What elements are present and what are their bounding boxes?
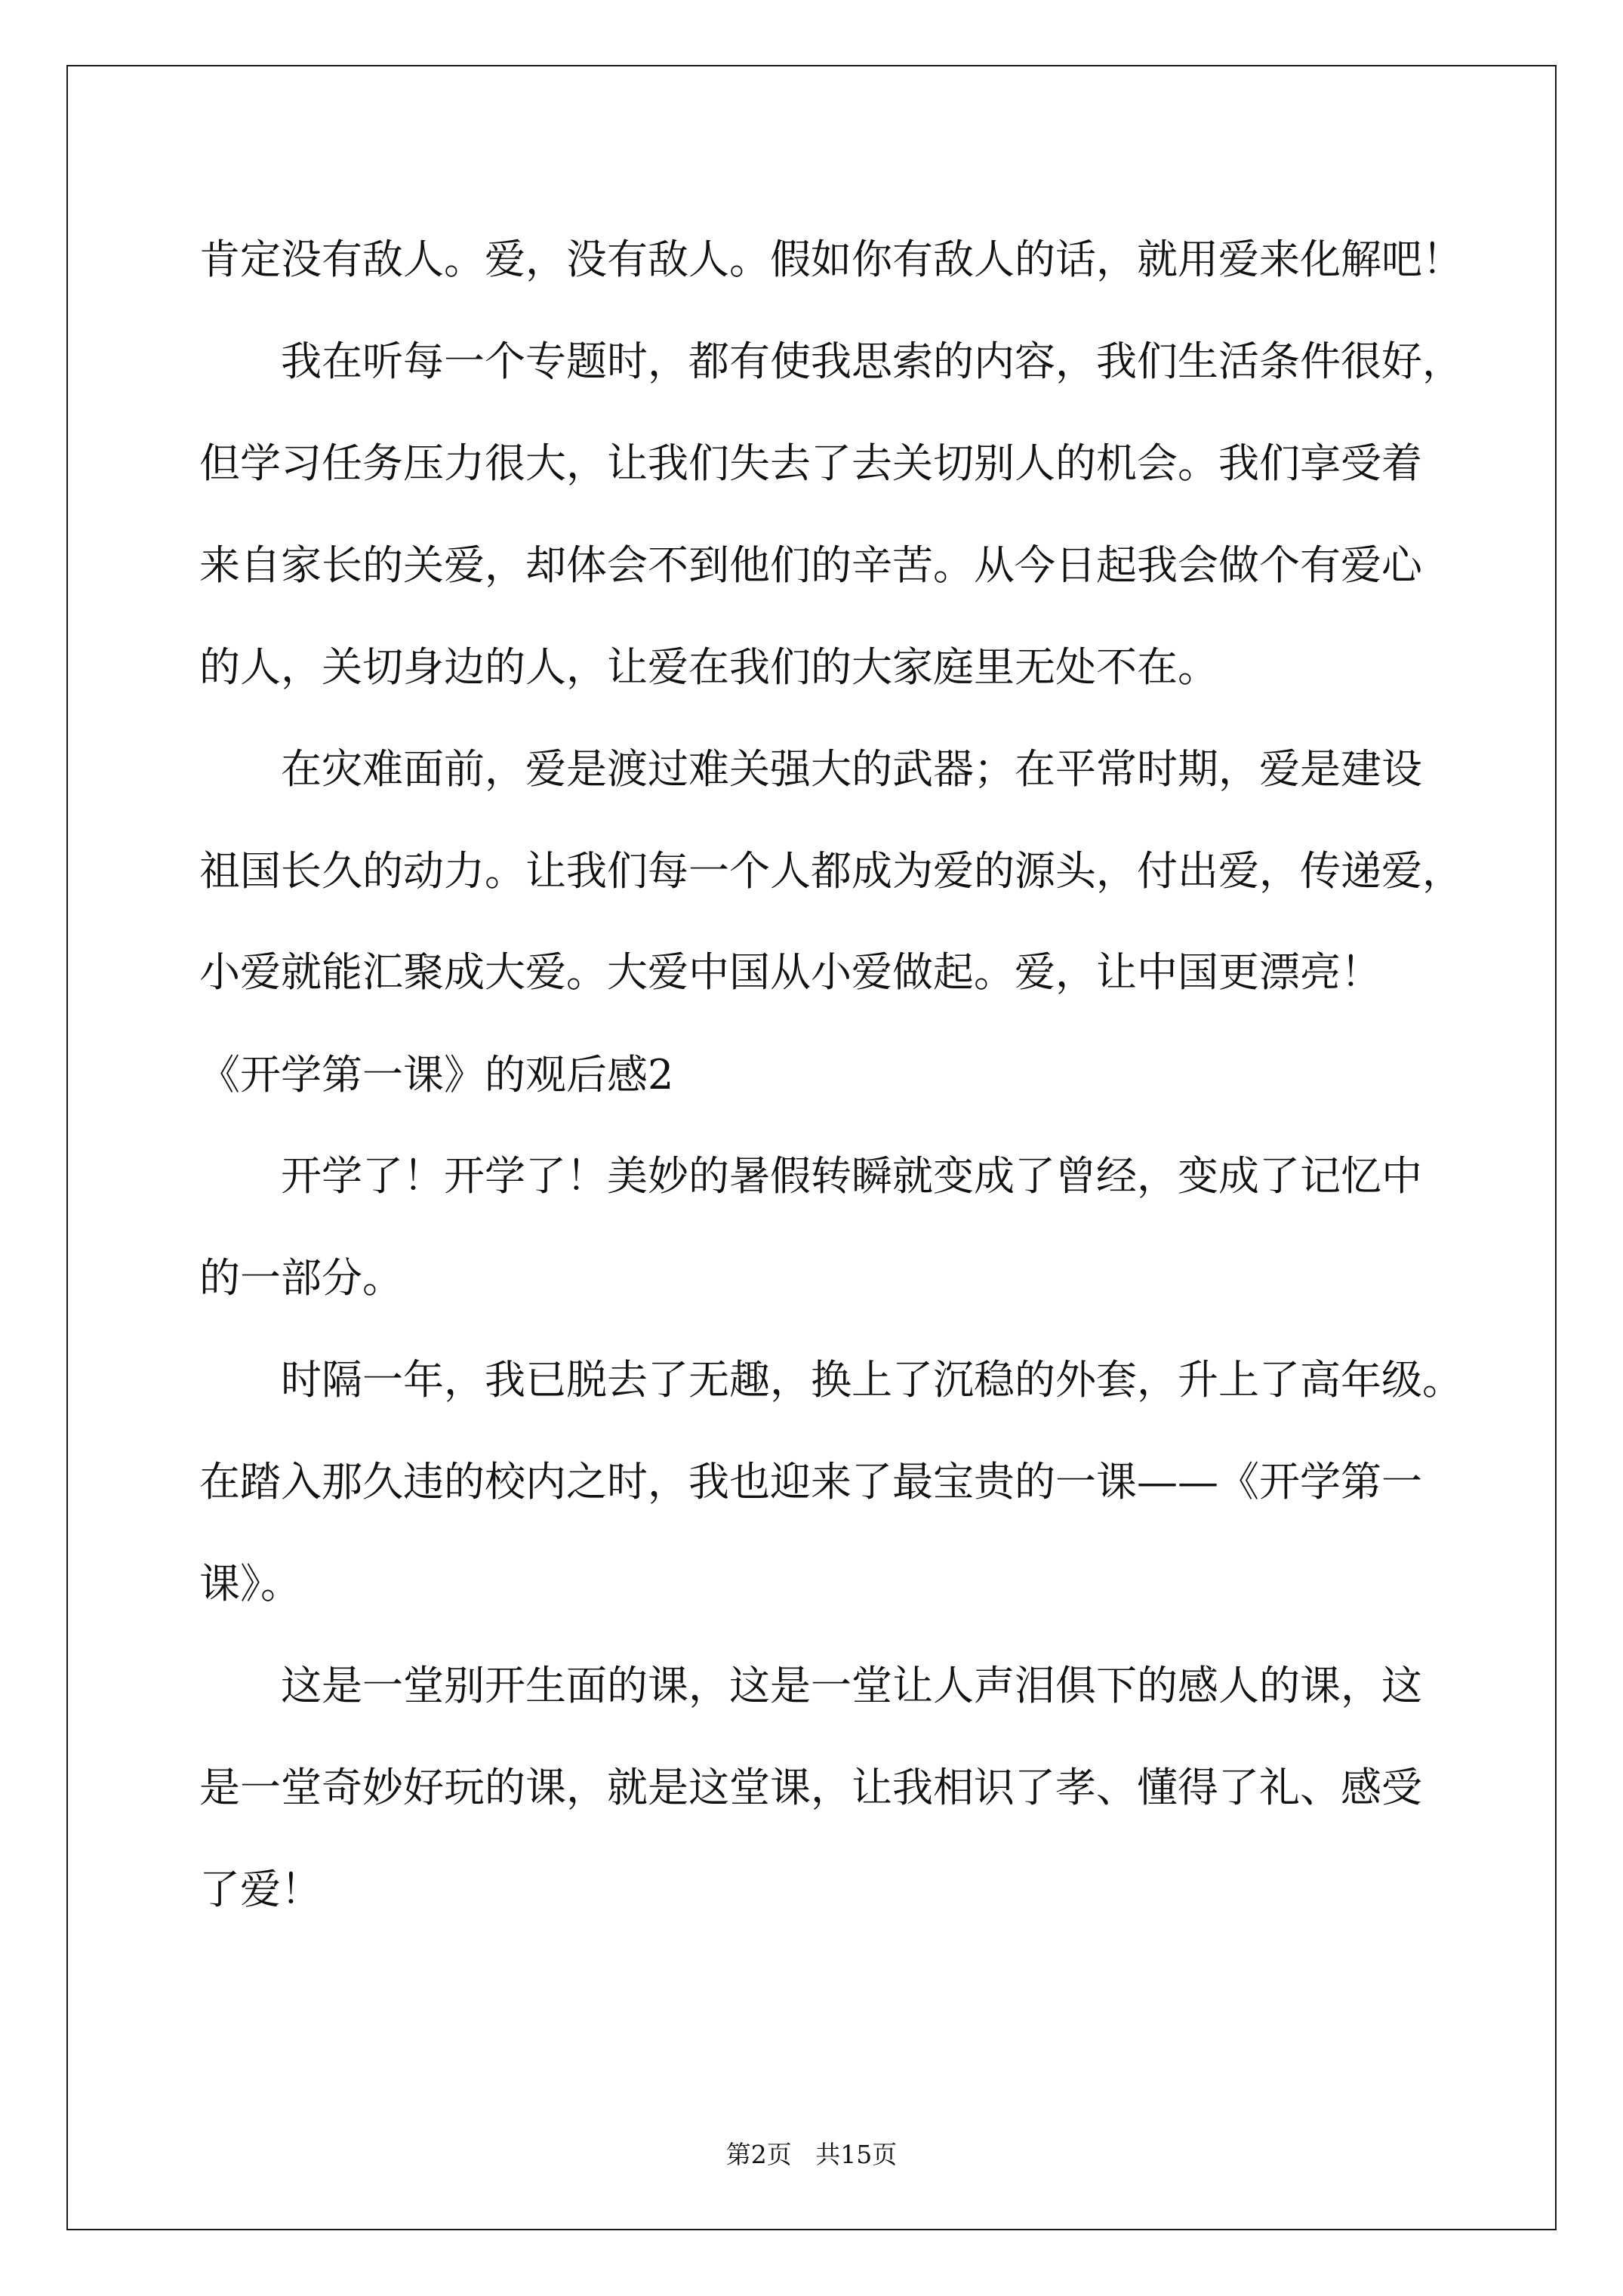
paragraph-line: 在灾难面前，爱是渡过难关强大的武器；在平常时期，爱是建设 bbox=[281, 745, 1422, 793]
paragraph-line: 时隔一年，我已脱去了无趣，换上了沉稳的外套，升上了高年级。 bbox=[281, 1356, 1463, 1404]
paragraph-line: 但学习任务压力很大，让我们失去了去关切别人的机会。我们享受着 bbox=[199, 439, 1422, 487]
paragraph-line: 我在听每一个专题时，都有使我思索的内容，我们生活条件很好， bbox=[281, 337, 1463, 385]
page-number: 第2页 共15页 bbox=[725, 2140, 898, 2169]
paragraph-line: 在踏入那久违的校内之时，我也迎来了最宝贵的一课——《开学第一 bbox=[199, 1458, 1422, 1505]
paragraph-line: 小爱就能汇聚成大爱。大爱中国从小爱做起。爱，让中国更漂亮！ bbox=[199, 948, 1381, 996]
paragraph-line: 这是一堂别开生面的课，这是一堂让人声泪俱下的感人的课，这 bbox=[281, 1662, 1422, 1709]
paragraph-line: 课》。 bbox=[199, 1560, 301, 1607]
paragraph-line: 肯定没有敌人。爱，没有敌人。假如你有敌人的话，就用爱来化解吧！ bbox=[199, 236, 1463, 283]
paragraph-line: 了爱！ bbox=[199, 1866, 322, 1913]
paragraph-line: 来自家长的关爱，却体会不到他们的辛苦。从今日起我会做个有爱心 bbox=[199, 541, 1422, 589]
section-heading: 《开学第一课》的观后感2 bbox=[199, 1051, 674, 1099]
paragraph-line: 的人，关切身边的人，让爱在我们的大家庭里无处不在。 bbox=[199, 643, 1218, 691]
paragraph-line: 是一堂奇妙好玩的课，就是这堂课，让我相识了孝、懂得了礼、感受 bbox=[199, 1764, 1422, 1811]
paragraph-line: 的一部分。 bbox=[199, 1254, 403, 1302]
paragraph-line: 开学了！开学了！美妙的暑假转瞬就变成了曾经，变成了记忆中 bbox=[281, 1152, 1422, 1200]
paragraph-line: 祖国长久的动力。让我们每一个人都成为爱的源头，付出爱，传递爱， bbox=[199, 847, 1463, 895]
